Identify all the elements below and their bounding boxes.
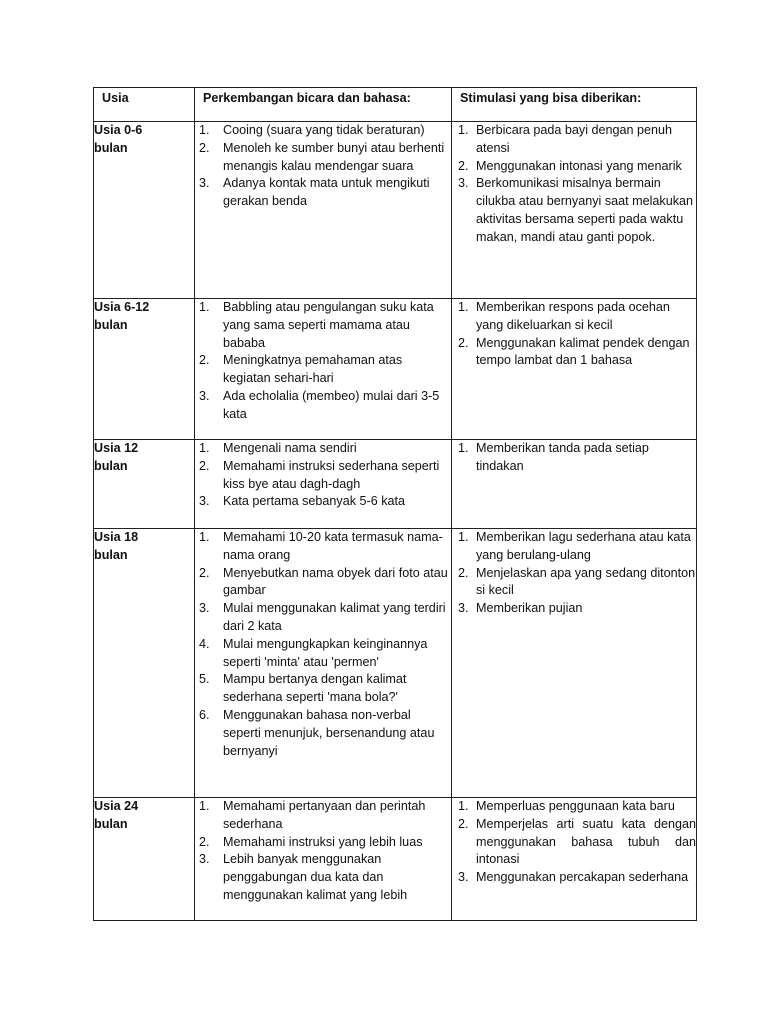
stimulation-cell (452, 440, 697, 529)
stimulation-list (452, 529, 696, 618)
age-cell: Usia 0-6 bulan (94, 122, 195, 299)
list-item: 2. Meningkatnya pemahaman atas kegiatan sehari-hari (199, 353, 403, 386)
development-cell (195, 299, 452, 440)
header-development: Perkembangan bicara dan bahasa: (195, 88, 452, 122)
stimulation-list (452, 798, 696, 887)
table-row (94, 440, 697, 529)
list-item: 6. Menggunakan bahasa non-verbal seperti menunjuk, bersenandung atau bernyanyi (199, 707, 435, 758)
list-item: 3. Menggunakan percakapan sederhana (458, 870, 689, 885)
header-age: Usia (94, 88, 195, 122)
list-item: 2. Menggunakan intonasi yang menarik (458, 158, 682, 173)
list-item: 1. Memberikan respons pada ocehan yang dikeluarkan si kecil (458, 300, 670, 332)
table-header-row (94, 88, 697, 122)
age-cell: Usia 24 bulan (94, 798, 195, 921)
development-cell (195, 122, 452, 299)
development-cell (195, 798, 452, 921)
list-item: 4. Mulai mengungkapkan keinginannya seperti 'minta' atau 'permen' (199, 636, 428, 669)
stimulation-cell (452, 122, 697, 299)
list-item: 1. Mengenali nama sendiri (199, 441, 357, 455)
age-cell: Usia 6-12 bulan (94, 299, 195, 440)
list-item: 3. Memberikan pujian (458, 601, 583, 616)
list-item: 1. Memperluas penggunaan kata baru (458, 799, 675, 813)
list-item: 3. Adanya kontak mata untuk mengikuti gerakan benda (199, 176, 430, 209)
development-cell (195, 529, 452, 798)
list-item: 2. Menyebutkan nama obyek dari foto atau gambar (199, 565, 448, 598)
list-item: 1. Babbling atau pengulangan suku kata yang sama seperti mamama atau bababa (199, 300, 434, 350)
list-item: 1. Memberikan tanda pada setiap tindakan (458, 441, 649, 473)
age-cell: Usia 18 bulan (94, 529, 195, 798)
list-item: 3. Berkomunikasi misalnya bermain cilukba atau bernyanyi saat melakukan aktivitas bersama seperti pada waktu makan, mandi atau ganti popok. (458, 176, 694, 244)
stimulation-list (452, 440, 696, 476)
list-item: 3. Lebih banyak menggunakan penggabungan dua kata dan menggunakan kalimat yang lebih (199, 852, 408, 902)
list-item: 2. Memahami instruksi sederhana seperti kiss bye atau dagh-dagh (199, 458, 440, 491)
list-item: 3. Mulai menggunakan kalimat yang terdiri dari 2 kata (199, 601, 446, 633)
list-item: 1. Berbicara pada bayi dengan penuh atensi (458, 123, 673, 155)
development-cell (195, 440, 452, 529)
list-item: 1. Memahami pertanyaan dan perintah sederhana (199, 799, 426, 831)
stimulation-list (452, 122, 696, 247)
list-item: 1. Cooing (suara yang tidak beraturan) (199, 123, 425, 137)
development-list (195, 299, 451, 424)
table-row (94, 299, 697, 440)
list-item: 3. Ada echolalia (membeo) mulai dari 3-5 kata (199, 388, 440, 421)
list-item: 3. Kata pertama sebanyak 5-6 kata (199, 494, 406, 509)
list-item: 2. Memperjelas arti suatu kata dengan menggunakan bahasa tubuh dan intonasi (458, 816, 696, 867)
stimulation-list (452, 299, 696, 370)
table-row (94, 122, 697, 299)
stimulation-cell (452, 529, 697, 798)
list-item: 1. Memahami 10-20 kata termasuk nama-nama orang (199, 530, 443, 562)
header-stimulation: Stimulasi yang bisa diberikan: (452, 88, 697, 122)
stimulation-cell (452, 798, 697, 921)
list-item: 2. Memahami instruksi yang lebih luas (199, 834, 423, 849)
stimulation-cell (452, 299, 697, 440)
list-item: 5. Mampu bertanya dengan kalimat sederhana seperti 'mana bola?' (199, 672, 407, 705)
table-row (94, 798, 697, 921)
development-list (195, 440, 451, 511)
table-row (94, 529, 697, 798)
development-list (195, 529, 451, 760)
list-item: 1. Memberikan lagu sederhana atau kata yang berulang-ulang (458, 530, 691, 562)
development-table (93, 87, 697, 921)
development-list (195, 798, 451, 905)
age-cell: Usia 12 bulan (94, 440, 195, 529)
list-item: 2. Menggunakan kalimat pendek dengan tempo lambat dan 1 bahasa (458, 335, 690, 368)
list-item: 2. Menoleh ke sumber bunyi atau berhenti menangis kalau mendengar suara (199, 140, 445, 173)
list-item: 2. Menjelaskan apa yang sedang ditonton si kecil (458, 565, 696, 598)
development-list (195, 122, 451, 211)
